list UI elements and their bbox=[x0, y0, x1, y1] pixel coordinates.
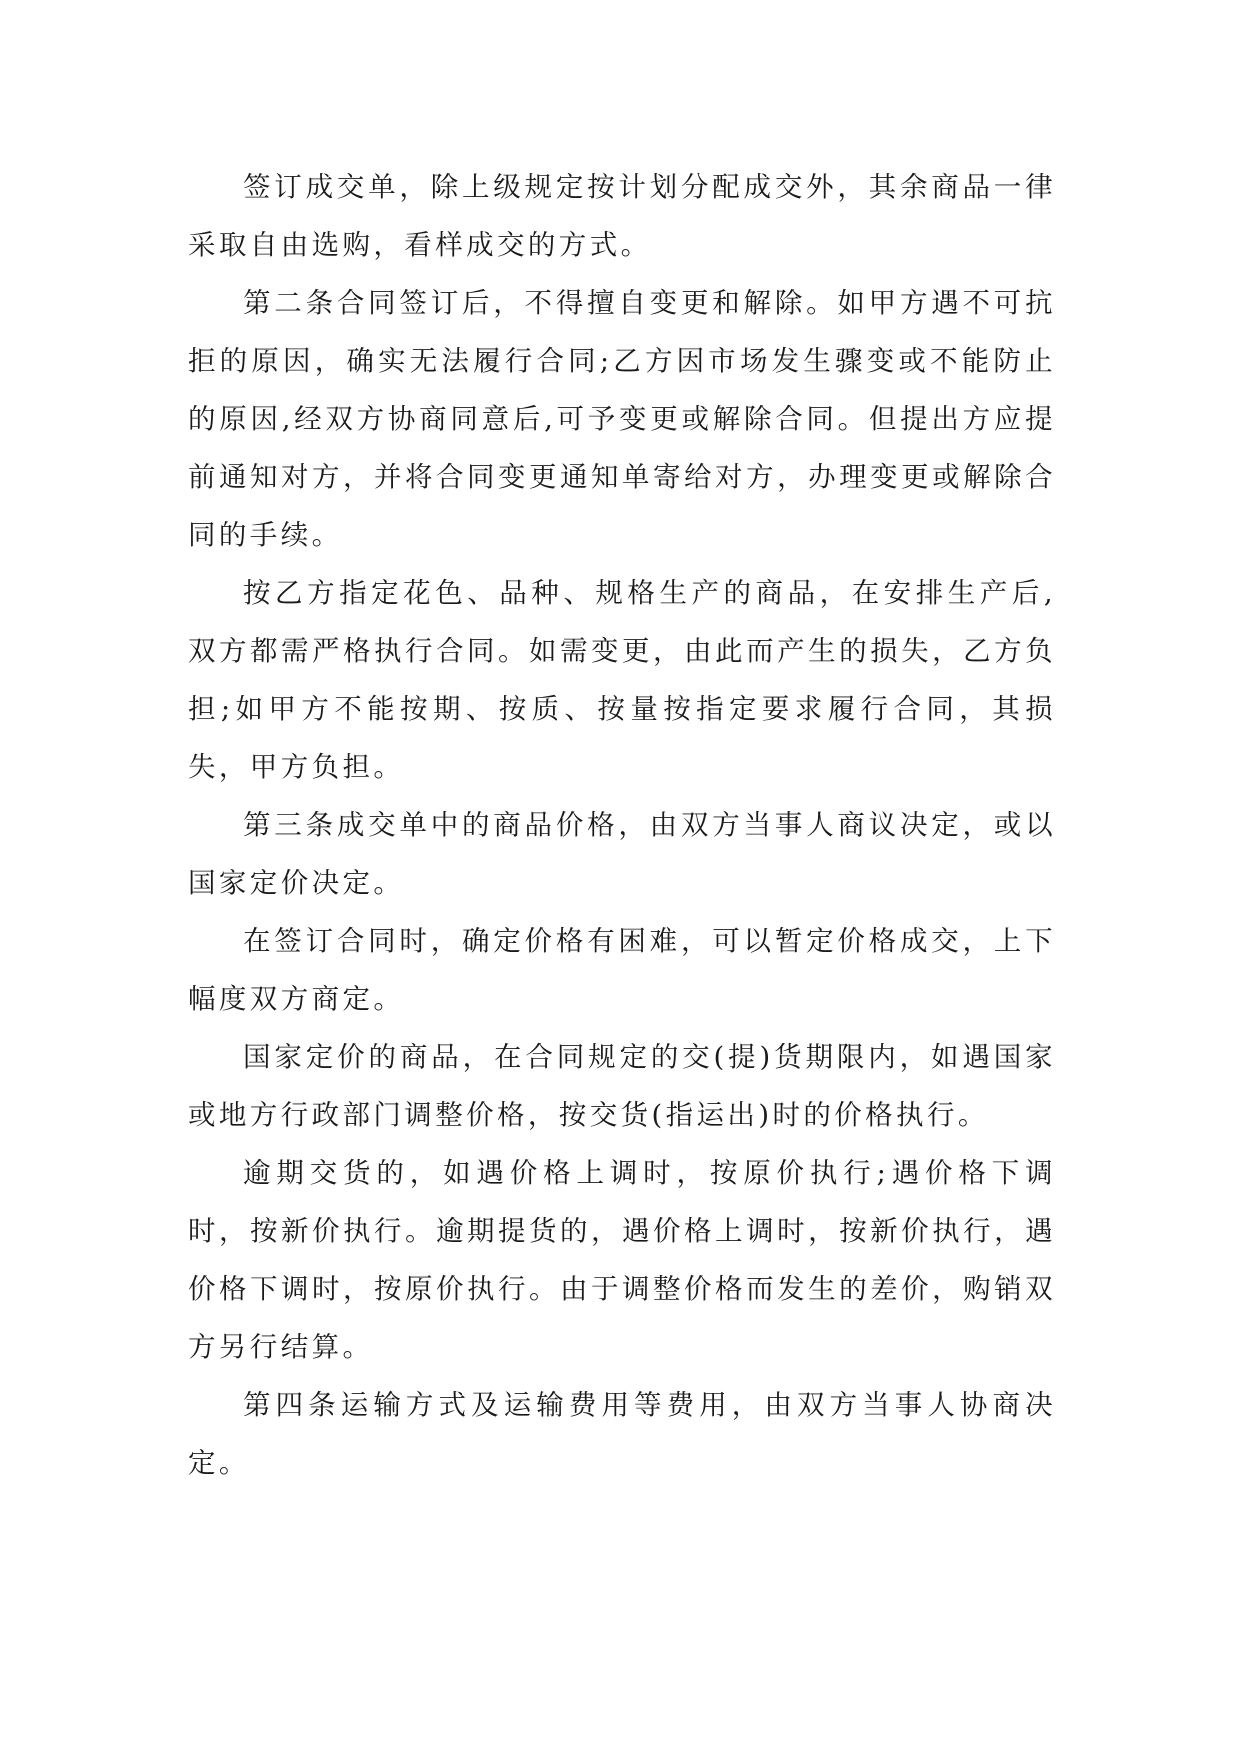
paragraph-signing: 签订成交单，除上级规定按计划分配成交外，其余商品一律采取自由选购，看样成交的方式。 bbox=[188, 171, 1056, 261]
document-body bbox=[188, 158, 1056, 1492]
paragraph-state-pricing: 国家定价的商品，在合同规定的交(提)货期限内，如遇国家或地方行政部门调整价格，按交货(指运出)时的价格执行。 bbox=[188, 1041, 1056, 1131]
paragraph-article-3: 第三条成交单中的商品价格，由双方当事人商议决定，或以国家定价决定。 bbox=[188, 809, 1056, 899]
paragraph-article-2: 第二条合同签订后，不得擅自变更和解除。如甲方遇不可抗拒的原因，确实无法履行合同;乙方因市场发生骤变或不能防止的原因,经双方协商同意后,可予变更或解除合同。但提出方应提前通知对方，并将合同变更通知单寄给对方，办理变更或解除合同的手续。 bbox=[188, 287, 1056, 551]
paragraph-provisional-price: 在签订合同时，确定价格有困难，可以暂定价格成交，上下幅度双方商定。 bbox=[188, 925, 1056, 1015]
paragraph-specified-goods: 按乙方指定花色、品种、规格生产的商品，在安排生产后,双方都需严格执行合同。如需变更，由此而产生的损失，乙方负担;如甲方不能按期、按质、按量按指定要求履行合同，其损失，甲方负担。 bbox=[188, 577, 1056, 783]
paragraph-overdue-delivery: 逾期交货的，如遇价格上调时，按原价执行;遇价格下调时，按新价执行。逾期提货的，遇价格上调时，按新价执行，遇价格下调时，按原价执行。由于调整价格而发生的差价，购销双方另行结算。 bbox=[188, 1157, 1056, 1363]
paragraph-article-4: 第四条运输方式及运输费用等费用，由双方当事人协商决定。 bbox=[188, 1389, 1056, 1479]
